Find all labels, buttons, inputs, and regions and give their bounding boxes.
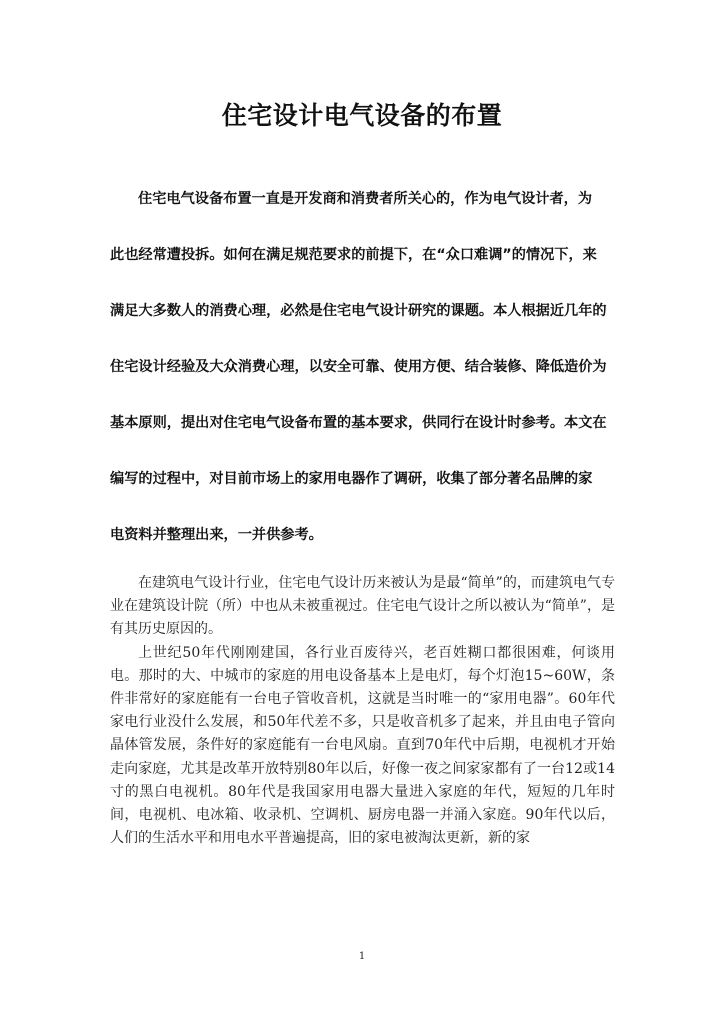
abstract-line: 基本原则，提出对住宅电气设备布置的基本要求，供同行在设计时参考。本文在 [110,415,607,431]
abstract-line: 此也经常遭投拆。如何在满足规范要求的前提下，在“众口难调”的情况下，来 [110,247,597,263]
abstract-line: 住宅设计经验及大众消费心理，以安全可靠、使用方便、结合装修、降低造价为 [110,359,607,375]
body-text [110,572,615,850]
abstract [110,171,615,563]
abstract-line: 住宅电气设备布置一直是开发商和消费者所关心的，作为电气设计者，为 [138,191,593,207]
abstract-line: 编写的过程中，对目前市场上的家用电器作了调研，收集了部分著名品牌的家 [110,471,593,487]
body-paragraph: 在建筑电气设计行业，住宅电气设计历来被认为是最“简单”的，而建筑电气专业在建筑设计院（所）中也从未被重视过。住宅电气设计之所以被认为“简单”，是有其历史原因的。 [110,575,615,638]
body-paragraph: 上世纪50年代刚刚建国，各行业百废待兴，老百姓糊口都很困难，何谈用电。那时的大、中城市的家庭的用电设备基本上是电灯，每个灯泡15~60W，条件非常好的家庭能有一台电子管收音机，这就是当时唯一的“家用电器”。60年代家电行业没什么发展，和50年代差不多，只是收音机多了起来，并且由电子管向晶体管发展，条件好的家庭能有一台电风扇。直到70年代中后期，电视机才开始走向家庭，尤其是改革开放特别80年以后，好像一夜之间家家都有了一台12或14寸的黑白电视机。80年代是我国家用电器大量进入家庭的年代，短短的几年时间，电视机、电冰箱、收录机、空调机、厨房电器一并涌入家庭。90年代以后，人们的生活水平和用电水平普遍提高，旧的家电被淘汰更新，新的家 [110,644,615,847]
document-title: 住宅设计电气设备的布置 [221,101,503,130]
abstract-line: 电资料并整理出来，一并供参考。 [110,527,323,543]
abstract-line: 满足大多数人的消费心理，必然是住宅电气设计研究的课题。本人根据近几年的 [110,303,607,319]
page-number: 1 [358,951,366,962]
